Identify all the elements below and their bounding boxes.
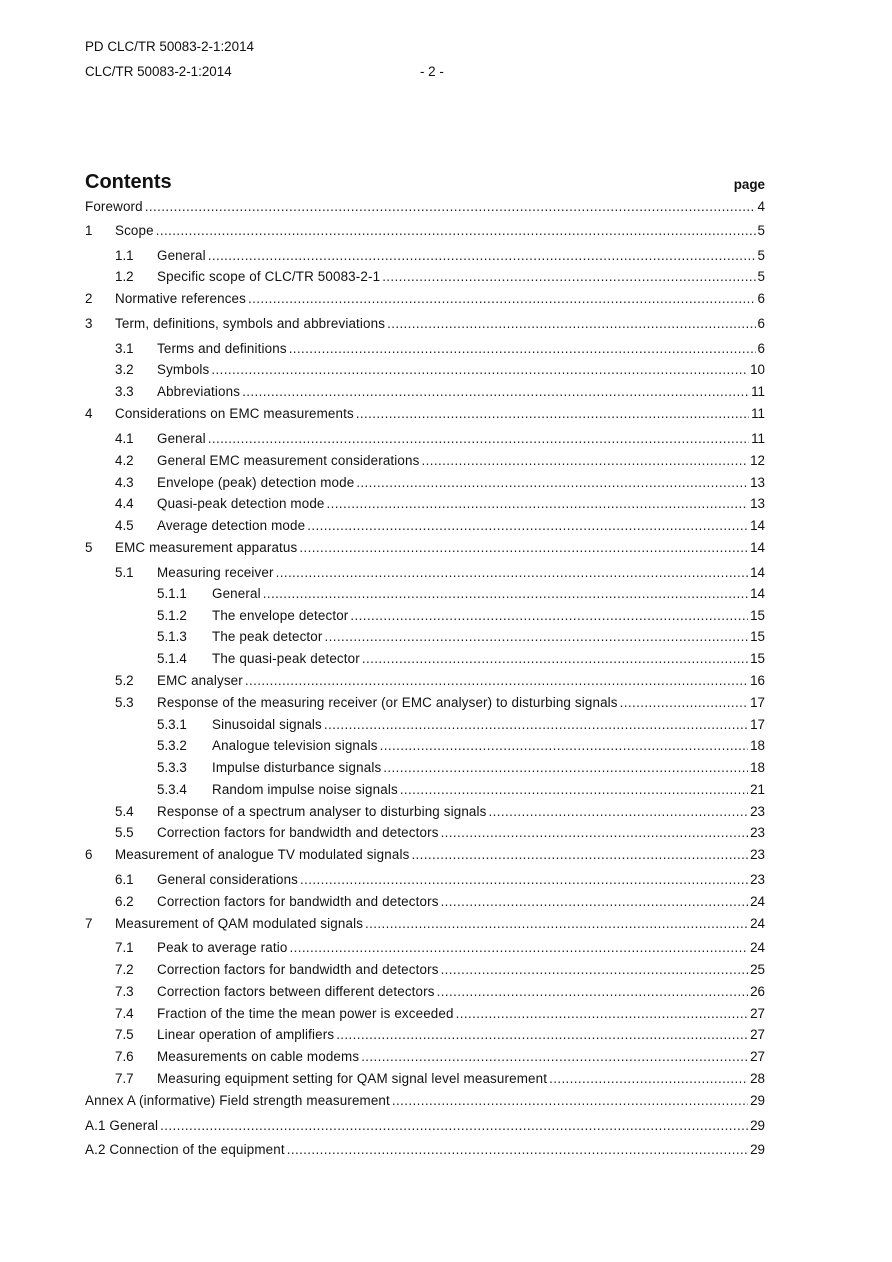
contents-title: Contents: [85, 171, 172, 193]
toc-entry[interactable]: [85, 451, 765, 471]
toc-entry-number: 5.3: [115, 695, 134, 710]
toc-dot-leader: [325, 627, 749, 647]
toc-dot-leader: [361, 1047, 748, 1067]
toc-entry[interactable]: [85, 473, 765, 493]
toc-entry-title: General considerations: [157, 872, 299, 887]
toc-entry-number: 6.2: [115, 894, 134, 909]
toc-dot-leader: [456, 1004, 749, 1024]
toc-entry-page: 27: [750, 1006, 765, 1021]
toc-entry-title: Sinusoidal signals: [212, 717, 322, 732]
toc-entry-page: 23: [750, 872, 765, 887]
toc-entry[interactable]: [85, 404, 765, 424]
toc-dot-leader: [365, 914, 748, 934]
toc-entry-title: Correction factors for bandwidth and detectors: [157, 962, 439, 977]
toc-dot-leader: [208, 429, 749, 449]
toc-entry-number: 7: [85, 916, 93, 931]
toc-dot-leader: [145, 197, 756, 217]
toc-entry[interactable]: [85, 584, 765, 604]
toc-entry-number: 5.3.2: [157, 738, 187, 753]
toc-dot-leader: [441, 823, 749, 843]
toc-entry[interactable]: [85, 360, 765, 380]
toc-entry-title: Impulse disturbance signals: [212, 760, 382, 775]
toc-entry-number: 3.2: [115, 362, 134, 377]
toc-entry-number: 6: [85, 847, 93, 862]
standard-id-header: CLC/TR 50083-2-1:2014: [85, 64, 232, 79]
toc-entry-page: 16: [750, 673, 765, 688]
toc-dot-leader: [362, 649, 748, 669]
page-column-label: page: [733, 177, 765, 192]
toc-entry-title: Normative references: [115, 291, 247, 306]
toc-entry-page: 6: [757, 341, 765, 356]
toc-entry-title: EMC analyser: [157, 673, 243, 688]
toc-entry-page: 29: [750, 1118, 765, 1133]
toc-entry-title: A.2 Connection of the equipment: [85, 1142, 285, 1157]
toc-entry[interactable]: [85, 892, 765, 912]
toc-entry[interactable]: [85, 1004, 765, 1024]
toc-entry[interactable]: [85, 802, 765, 822]
toc-entry-number: 5.3.3: [157, 760, 187, 775]
toc-entry-page: 28: [750, 1071, 765, 1086]
toc-dot-leader: [287, 1140, 748, 1160]
toc-entry[interactable]: [85, 823, 765, 843]
toc-dot-leader: [383, 758, 748, 778]
toc-entry[interactable]: [85, 845, 765, 865]
toc-entry[interactable]: [85, 649, 765, 669]
toc-dot-leader: [356, 404, 749, 424]
toc-entry-number: 4: [85, 406, 93, 421]
toc-entry-title: Measurement of QAM modulated signals: [115, 916, 364, 931]
toc-entry-title: Considerations on EMC measurements: [115, 406, 354, 421]
toc-entry-title: General: [212, 586, 261, 601]
toc-dot-leader: [289, 339, 756, 359]
toc-entry-title: General: [157, 248, 206, 263]
toc-entry[interactable]: [85, 1091, 765, 1111]
toc-dot-leader: [276, 563, 749, 583]
toc-entry-page: 29: [750, 1142, 765, 1157]
toc-entry-number: 4.4: [115, 496, 134, 511]
toc-dot-leader: [350, 606, 748, 626]
toc-entry-title: Random impulse noise signals: [212, 782, 398, 797]
toc-entry-title: General EMC measurement considerations: [157, 453, 420, 468]
toc-entry-title: Measurements on cable modems: [157, 1049, 360, 1064]
toc-entry-number: 5.1.1: [157, 586, 187, 601]
toc-entry[interactable]: [85, 1140, 765, 1160]
toc-entry[interactable]: [85, 314, 765, 334]
toc-entry-number: 5.3.1: [157, 717, 187, 732]
toc-entry-page: 15: [750, 608, 765, 623]
toc-entry[interactable]: [85, 758, 765, 778]
toc-entry-page: 15: [750, 651, 765, 666]
toc-entry-title: Fraction of the time the mean power is exceeded: [157, 1006, 454, 1021]
toc-entry-number: 7.1: [115, 940, 134, 955]
toc-entry-title: Term, definitions, symbols and abbreviations: [115, 316, 386, 331]
toc-entry-title: Response of a spectrum analyser to disturbing signals: [157, 804, 487, 819]
toc-dot-leader: [156, 221, 756, 241]
toc-entry-page: 6: [757, 316, 765, 331]
toc-entry-number: 1: [85, 223, 93, 238]
toc-entry-number: 5.3.4: [157, 782, 187, 797]
toc-dot-leader: [300, 870, 748, 890]
toc-entry-page: 14: [750, 565, 765, 580]
toc-entry-page: 12: [750, 453, 765, 468]
toc-dot-leader: [327, 494, 749, 514]
document-id-header: PD CLC/TR 50083-2-1:2014: [85, 39, 254, 54]
toc-entry[interactable]: [85, 246, 765, 266]
toc-entry-title: Peak to average ratio: [157, 940, 288, 955]
toc-dot-leader: [356, 473, 748, 493]
toc-dot-leader: [336, 1025, 748, 1045]
toc-entry-page: 11: [751, 406, 765, 421]
toc-entry[interactable]: [85, 627, 765, 647]
toc-entry-title: The peak detector: [212, 629, 323, 644]
toc-dot-leader: [242, 382, 749, 402]
toc-entry-page: 5: [757, 223, 765, 238]
toc-entry-title: Abbreviations: [157, 384, 241, 399]
toc-entry-page: 24: [750, 940, 765, 955]
toc-dot-leader: [387, 314, 755, 334]
toc-entry-number: 7.7: [115, 1071, 134, 1086]
toc-entry-title: Linear operation of amplifiers: [157, 1027, 335, 1042]
page-number: - 2 -: [420, 64, 444, 79]
toc-entry-title: Envelope (peak) detection mode: [157, 475, 355, 490]
toc-dot-leader: [160, 1116, 748, 1136]
toc-dot-leader: [248, 289, 756, 309]
toc-entry-page: 27: [750, 1049, 765, 1064]
toc-entry[interactable]: [85, 221, 765, 241]
toc-entry-page: 21: [750, 782, 765, 797]
toc-dot-leader: [392, 1091, 748, 1111]
toc-entry-number: 5.1.4: [157, 651, 187, 666]
toc-entry-page: 14: [750, 518, 765, 533]
toc-entry-number: 3.1: [115, 341, 134, 356]
toc-entry-title: Terms and definitions: [157, 341, 287, 356]
toc-entry-number: 7.4: [115, 1006, 134, 1021]
toc-dot-leader: [437, 982, 749, 1002]
toc-dot-leader: [380, 736, 749, 756]
toc-entry[interactable]: [85, 715, 765, 735]
toc-entry[interactable]: [85, 671, 765, 691]
toc-entry[interactable]: [85, 914, 765, 934]
toc-entry[interactable]: [85, 267, 765, 287]
toc-dot-leader: [245, 671, 748, 691]
toc-entry-title: Correction factors for bandwidth and detectors: [157, 825, 439, 840]
toc-entry[interactable]: [85, 563, 765, 583]
toc-dot-leader: [324, 715, 748, 735]
toc-dot-leader: [441, 960, 749, 980]
toc-entry-page: 29: [750, 1093, 765, 1108]
toc-entry-page: 14: [750, 586, 765, 601]
toc-entry-title: Scope: [115, 223, 154, 238]
toc-entry-number: 4.5: [115, 518, 134, 533]
toc-entry-title: Correction factors between different detectors: [157, 984, 435, 999]
toc-entry-number: 3.3: [115, 384, 134, 399]
toc-entry[interactable]: [85, 538, 765, 558]
toc-dot-leader: [620, 693, 748, 713]
toc-dot-leader: [382, 267, 755, 287]
toc-entry-title: A.1 General: [85, 1118, 159, 1133]
toc-entry-number: 7.3: [115, 984, 134, 999]
toc-entry-page: 11: [751, 431, 765, 446]
toc-entry-number: 1.1: [115, 248, 134, 263]
toc-entry[interactable]: [85, 982, 765, 1002]
toc-entry-page: 5: [757, 248, 765, 263]
toc-entry-page: 25: [750, 962, 765, 977]
toc-entry[interactable]: [85, 736, 765, 756]
toc-entry-number: 5.5: [115, 825, 134, 840]
toc-dot-leader: [299, 538, 748, 558]
toc-entry[interactable]: [85, 870, 765, 890]
toc-entry-title: Quasi-peak detection mode: [157, 496, 325, 511]
toc-entry-title: Measurement of analogue TV modulated signals: [115, 847, 410, 862]
toc-entry-title: Average detection mode: [157, 518, 306, 533]
toc-entry-title: Analogue television signals: [212, 738, 378, 753]
toc-entry-page: 13: [750, 496, 765, 511]
toc-entry-page: 6: [757, 291, 765, 306]
toc-entry-title: General: [157, 431, 206, 446]
toc-entry[interactable]: [85, 1025, 765, 1045]
toc-entry[interactable]: [85, 382, 765, 402]
toc-entry[interactable]: [85, 516, 765, 536]
toc-entry-title: Measuring equipment setting for QAM signal level measurement: [157, 1071, 548, 1086]
toc-entry-title: Response of the measuring receiver (or EMC analyser) to disturbing signals: [157, 695, 618, 710]
toc-entry-page: 23: [750, 847, 765, 862]
toc-entry-number: 4.3: [115, 475, 134, 490]
toc-entry-title: Specific scope of CLC/TR 50083-2-1: [157, 269, 381, 284]
toc-entry-page: 23: [750, 804, 765, 819]
toc-entry-number: 5.4: [115, 804, 134, 819]
toc-entry-page: 14: [750, 540, 765, 555]
toc-entry-page: 18: [750, 738, 765, 753]
toc-dot-leader: [263, 584, 748, 604]
toc-entry[interactable]: [85, 494, 765, 514]
toc-entry-number: 2: [85, 291, 93, 306]
toc-entry[interactable]: [85, 960, 765, 980]
toc-entry-page: 5: [757, 269, 765, 284]
toc-entry-number: 5.2: [115, 673, 134, 688]
toc-entry-title: EMC measurement apparatus: [115, 540, 298, 555]
toc-entry-number: 5: [85, 540, 93, 555]
toc-dot-leader: [211, 360, 748, 380]
toc-entry-page: 11: [751, 384, 765, 399]
toc-entry-number: 5.1.2: [157, 608, 187, 623]
toc-entry-page: 10: [750, 362, 765, 377]
toc-entry-title: Measuring receiver: [157, 565, 274, 580]
toc-entry-number: 7.5: [115, 1027, 134, 1042]
toc-entry-page: 27: [750, 1027, 765, 1042]
toc-entry-number: 3: [85, 316, 93, 331]
toc-entry-page: 15: [750, 629, 765, 644]
toc-dot-leader: [289, 938, 748, 958]
toc-entry[interactable]: [85, 1116, 765, 1136]
toc-entry[interactable]: [85, 606, 765, 626]
toc-entry-page: 24: [750, 894, 765, 909]
toc-entry-number: 4.1: [115, 431, 134, 446]
toc-dot-leader: [421, 451, 748, 471]
toc-entry[interactable]: [85, 938, 765, 958]
toc-entry[interactable]: [85, 693, 765, 713]
toc-dot-leader: [549, 1069, 748, 1089]
toc-entry-number: 7.6: [115, 1049, 134, 1064]
toc-entry-title: Annex A (informative) Field strength measurement: [85, 1093, 390, 1108]
toc-dot-leader: [441, 892, 749, 912]
toc-entry-page: 26: [750, 984, 765, 999]
toc-entry-page: 18: [750, 760, 765, 775]
toc-entry-number: 5.1.3: [157, 629, 187, 644]
toc-entry-title: The envelope detector: [212, 608, 349, 623]
toc-entry-title: Correction factors for bandwidth and detectors: [157, 894, 439, 909]
toc-entry-title: The quasi-peak detector: [212, 651, 360, 666]
toc-entry[interactable]: [85, 1047, 765, 1067]
toc-entry[interactable]: [85, 289, 765, 309]
toc-entry-number: 1.2: [115, 269, 134, 284]
toc-dot-leader: [411, 845, 748, 865]
toc-dot-leader: [489, 802, 749, 822]
toc-entry-title: Foreword: [85, 199, 143, 214]
toc-entry-number: 6.1: [115, 872, 134, 887]
toc-entry-number: 4.2: [115, 453, 134, 468]
toc-dot-leader: [307, 516, 748, 536]
toc-entry[interactable]: [85, 1069, 765, 1089]
toc-entry-page: 13: [750, 475, 765, 490]
toc-entry-page: 4: [757, 199, 765, 214]
toc-entry-title: Symbols: [157, 362, 210, 377]
toc-entry-page: 17: [750, 717, 765, 732]
toc-entry[interactable]: [85, 339, 765, 359]
toc-entry[interactable]: [85, 197, 765, 217]
toc-dot-leader: [400, 780, 748, 800]
toc-entry-page: 17: [750, 695, 765, 710]
toc-entry-number: 5.1: [115, 565, 134, 580]
toc-entry[interactable]: [85, 429, 765, 449]
toc-entry-page: 24: [750, 916, 765, 931]
toc-entry-page: 23: [750, 825, 765, 840]
toc-entry[interactable]: [85, 780, 765, 800]
toc-entry-number: 7.2: [115, 962, 134, 977]
toc-dot-leader: [208, 246, 756, 266]
